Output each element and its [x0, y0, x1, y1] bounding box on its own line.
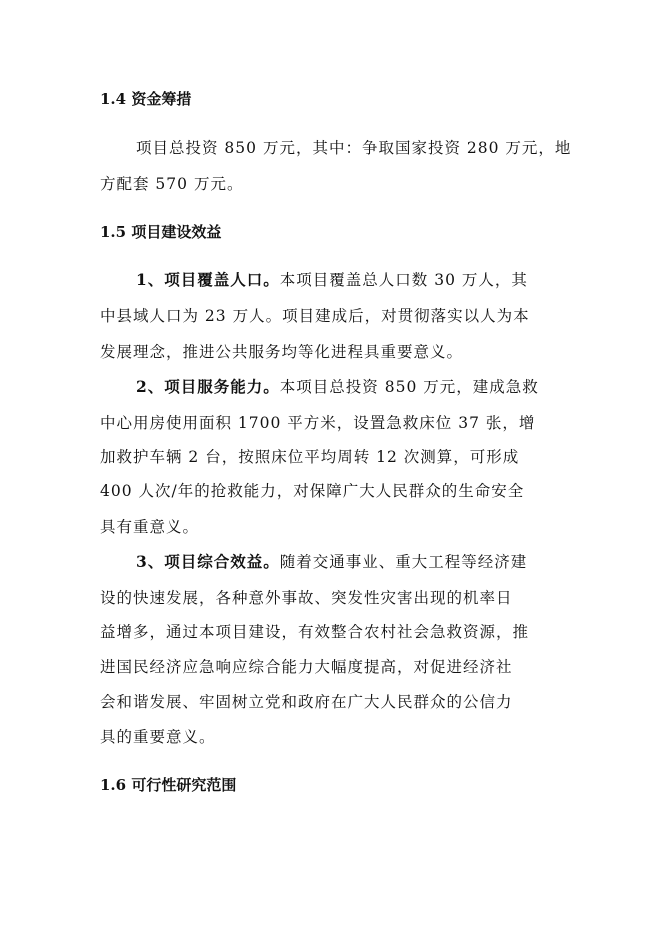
- funding-line-1: 项目总投资 850 万元，其中：争取国家投资 280 万元，地: [136, 139, 572, 157]
- benefit-1-rest: 本项目覆盖总人口数 30 万人，其: [279, 271, 528, 289]
- funding-line-2: 方配套 570 万元。: [100, 175, 244, 193]
- benefit-3-line-2: 设的快速发展，各种意外事故、突发性灾害出现的机率日: [100, 589, 513, 607]
- benefit-2-line-4: 400 人次/年的抢救能力，对保障广大人民群众的生命安全: [100, 482, 525, 500]
- benefit-3-line-5: 会和谐发展、牢固树立党和政府在广大人民群众的公信力: [100, 693, 513, 711]
- benefit-3-first-line: [136, 550, 527, 572]
- section-heading-1-4: 1.4 资金筹措: [100, 90, 192, 108]
- benefit-3-line-3: 益增多，通过本项目建设，有效整合农村社会急救资源，推: [100, 623, 530, 641]
- benefit-1-line-2: 中县域人口为 23 万人。项目建成后，对贯彻落实以人为本: [100, 307, 530, 325]
- benefit-2-line-3: 加救护车辆 2 台，按照床位平均周转 12 次测算，可形成: [100, 448, 520, 466]
- benefit-1-lead: 1、项目覆盖人口。: [136, 270, 280, 289]
- benefit-1-line-3: 发展理念，推进公共服务均等化进程具重要意义。: [100, 343, 464, 361]
- benefit-2-rest: 本项目总投资 850 万元，建成急救: [279, 378, 539, 396]
- section-heading-1-5: 1.5 项目建设效益: [100, 223, 222, 241]
- benefit-2-lead: 2、项目服务能力。: [136, 377, 280, 396]
- benefit-2-first-line: [136, 375, 539, 397]
- benefit-2-line-5: 具有重意义。: [100, 518, 200, 536]
- section-heading-1-6: 1.6 可行性研究范围: [100, 776, 237, 794]
- benefit-3-lead: 3、项目综合效益。: [136, 552, 280, 571]
- benefit-3-line-6: 具的重要意义。: [100, 728, 216, 746]
- benefit-1-first-line: [136, 268, 528, 290]
- benefit-3-rest: 随着交通事业、重大工程等经济建: [279, 553, 528, 571]
- benefit-2-line-2: 中心用房使用面积 1700 平方米，设置急救床位 37 张，增: [100, 414, 536, 432]
- benefit-3-line-4: 进国民经济应急响应综合能力大幅度提高，对促进经济社: [100, 658, 513, 676]
